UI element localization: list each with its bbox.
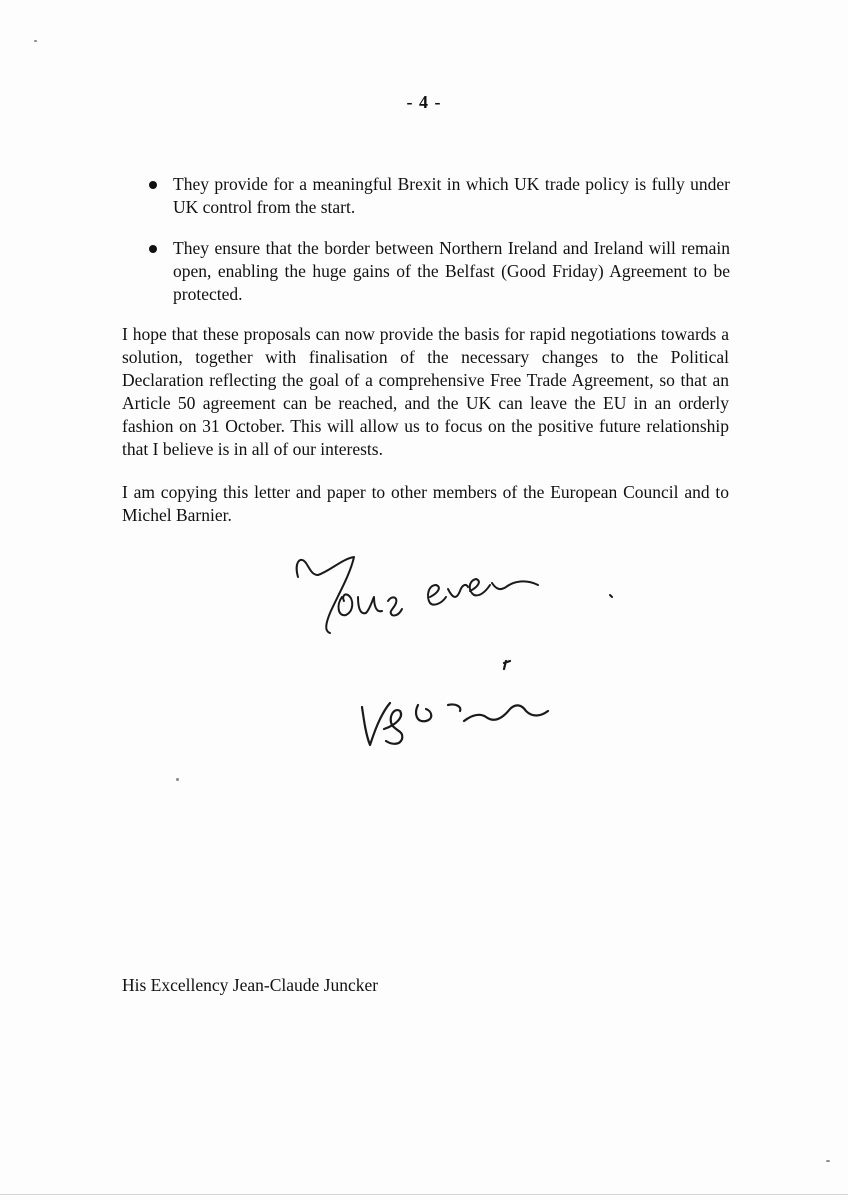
bullet-item	[145, 237, 730, 306]
bullet-text: They ensure that the border between Northern Ireland and Ireland will remain open, enabling the huge gains of the Belfast (Good Friday) Agreement to be protected.	[173, 238, 730, 304]
page-number: - 4 -	[406, 92, 442, 112]
bullet-item	[145, 173, 730, 219]
bullet-dot-icon	[149, 181, 157, 189]
body-paragraph: I am copying this letter and paper to other members of the European Council and to Michel Barnier.	[122, 482, 729, 525]
signature-name-strokes	[362, 661, 548, 745]
scan-speck	[34, 40, 37, 42]
signature-closing-strokes	[297, 557, 612, 633]
scan-edge-line	[0, 1194, 848, 1195]
bullet-dot-icon	[149, 245, 157, 253]
scan-speck	[826, 1160, 830, 1162]
addressee: His Excellency Jean-Claude Juncker	[122, 975, 379, 995]
body-paragraph: I hope that these proposals can now provide the basis for rapid negotiations towards a solution, together with finalisation of the necessary changes to the Political Declaration reflecting the goal of a comprehensive Free Trade Agreement, so that an Article 50 agreement can be reached, and the UK can leave the EU in an orderly fashion on 31 October. This will allow us to focus on the positive future relationship that I believe is in all of our interests.	[122, 324, 729, 459]
bullet-text: They provide for a meaningful Brexit in which UK trade policy is fully under UK control from the start.	[173, 174, 730, 217]
handwritten-signature	[280, 545, 640, 770]
scan-speck	[176, 778, 179, 781]
bullet-list	[145, 173, 730, 324]
